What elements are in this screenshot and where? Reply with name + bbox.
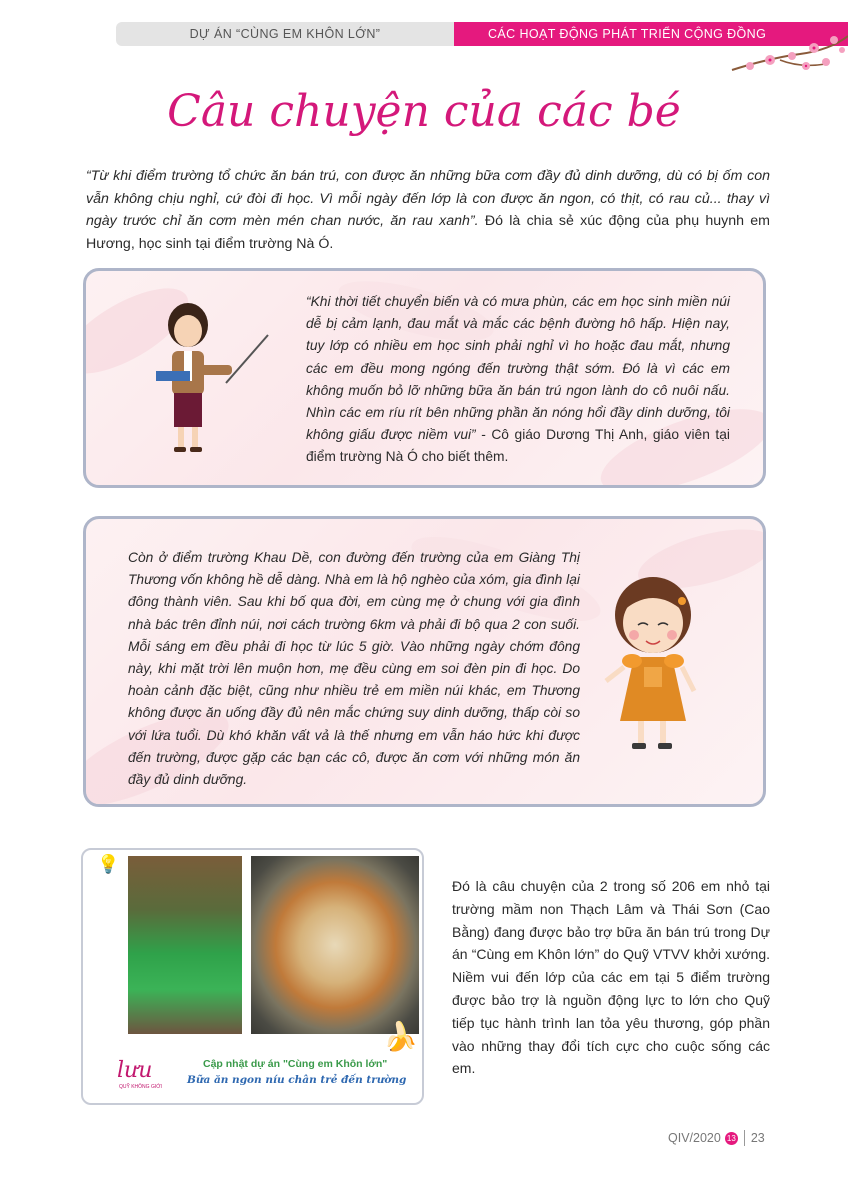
teacher-quote-text: “Khi thời tiết chuyển biến và có mưa phùn, các em học sinh miền núi dễ bị cảm lạnh, đau mắt và mắc các bệnh đường hô hấp. Hiện nay, tuy lớp có nhiều em học sinh phải nghỉ vì ho hoặc đau mắt, nhưng các em đều mong ngóng đến trường thật sớm. Đó là vì các em không muốn bỏ lỡ những bữa ăn bán trú ngon lành do cô nuôi nấu. Nhìn các em ríu rít bên những phần ăn nóng hổi đầy dinh dưỡng, tôi không giấu được niềm vui”: [306, 294, 730, 443]
student-story-box: [83, 516, 766, 807]
header-project-label: DỰ ÁN “CÙNG EM KHÔN LỚN”: [116, 22, 454, 46]
project-update-card: [81, 848, 424, 1105]
teacher-illustration: [148, 295, 278, 465]
header-section-label: CÁC HOẠT ĐỘNG PHÁT TRIỂN CỘNG ĐỒNG: [454, 22, 848, 46]
card-update-title: Cập nhật dự án "Cùng em Khôn lớn": [203, 1058, 388, 1070]
card-update-subtitle: Bữa ăn ngon níu chân trẻ đến trường: [187, 1074, 407, 1086]
teacher-quote: [306, 291, 730, 469]
fund-logo: lưu: [117, 1058, 153, 1083]
issue-label: QIV/2020: [668, 1131, 721, 1145]
banana-icon: 🍌: [383, 1021, 418, 1052]
issue-badge: 13: [725, 1132, 738, 1145]
page-footer: [668, 1130, 765, 1146]
teacher-story-box: [83, 268, 766, 488]
blossom-branch-icon: [730, 30, 848, 80]
girl-illustration: [598, 571, 708, 761]
intro-paragraph: [86, 165, 770, 255]
fund-logo-caption: QUỸ KHÔNG GIỚI: [119, 1084, 162, 1090]
lightbulb-icon: 💡: [97, 854, 120, 874]
meal-bowl-photo: [251, 856, 419, 1034]
intro-quote: “Từ khi điểm trường tổ chức ăn bán trú, con được ăn những bữa cơm đầy đủ dinh dưỡng, dù có bị ốm con vẫn không chịu nghỉ, cứ đòi đi học. Vì mỗi ngày đến lớp là con được ăn ngon, có thịt, có rau củ... thay vì ngày trước chỉ ăn cơm mèn mén chan nước, ăn rau xanh”.: [86, 168, 770, 229]
intro-rest: Đó là chia sẻ xúc động của phụ huynh em Hương, học sinh tại điểm trường Nà Ó.: [86, 213, 770, 252]
page-number: 23: [750, 1131, 765, 1145]
page-title: Câu chuyện của các bé: [167, 86, 681, 137]
footer-divider: [744, 1130, 745, 1146]
teacher-quote-attribution: - Cô giáo Dương Thị Anh, giáo viên tại điểm trường Nà Ó cho biết thêm.: [306, 427, 730, 465]
closing-paragraph: Đó là câu chuyện của 2 trong số 206 em nhỏ tại trường mầm non Thạch Lâm và Thái Sơn (Cao Bằng) đang được bảo trợ bữa ăn bán trú trong Dự án “Cùng em Khôn lớn” do Quỹ VTVV khởi xướng. Niềm vui đến lớp của các em tại 5 điểm trường được bảo trợ là nguồn động lực to lớn cho Quỹ tiếp tục hành trình lan tỏa yêu thương, góp phần vào những thay đổi tích cực cho cuộc sống các em.: [452, 878, 770, 1077]
student-story-text: Còn ở điểm trường Khau Dề, con đường đến trường của em Giàng Thị Thương vốn không hề dễ dàng. Nhà em là hộ nghèo của xóm, gia đình lại đông thành viên. Sau khi bố qua đời, em cùng mẹ ở chung với gia đình nhà bác trên đỉnh núi, nơi cách trường 6km và phải đi bộ qua 2 con suối. Mỗi sáng em đều phải đi học từ lúc 5 giờ. Vào những ngày chớm đông này, khi mặt trời lên muộn hơn, mẹ đều cùng em soi đèn pin đi học. Do hoàn cảnh đặc biệt, cũng như nhiều trẻ em miền núi khác, em Thương không được ăn uống đầy đủ nên mắc chứng suy dinh dưỡng, thấp còi so với lứa tuổi. Dù khó khăn vất vả là thế nhưng em vẫn háo hức khi được đến trường, được gặp các bạn các cô, được ăn cơm với những món ăn đầy đủ dinh dưỡng.: [128, 550, 580, 788]
children-eating-photo: [128, 856, 242, 1034]
